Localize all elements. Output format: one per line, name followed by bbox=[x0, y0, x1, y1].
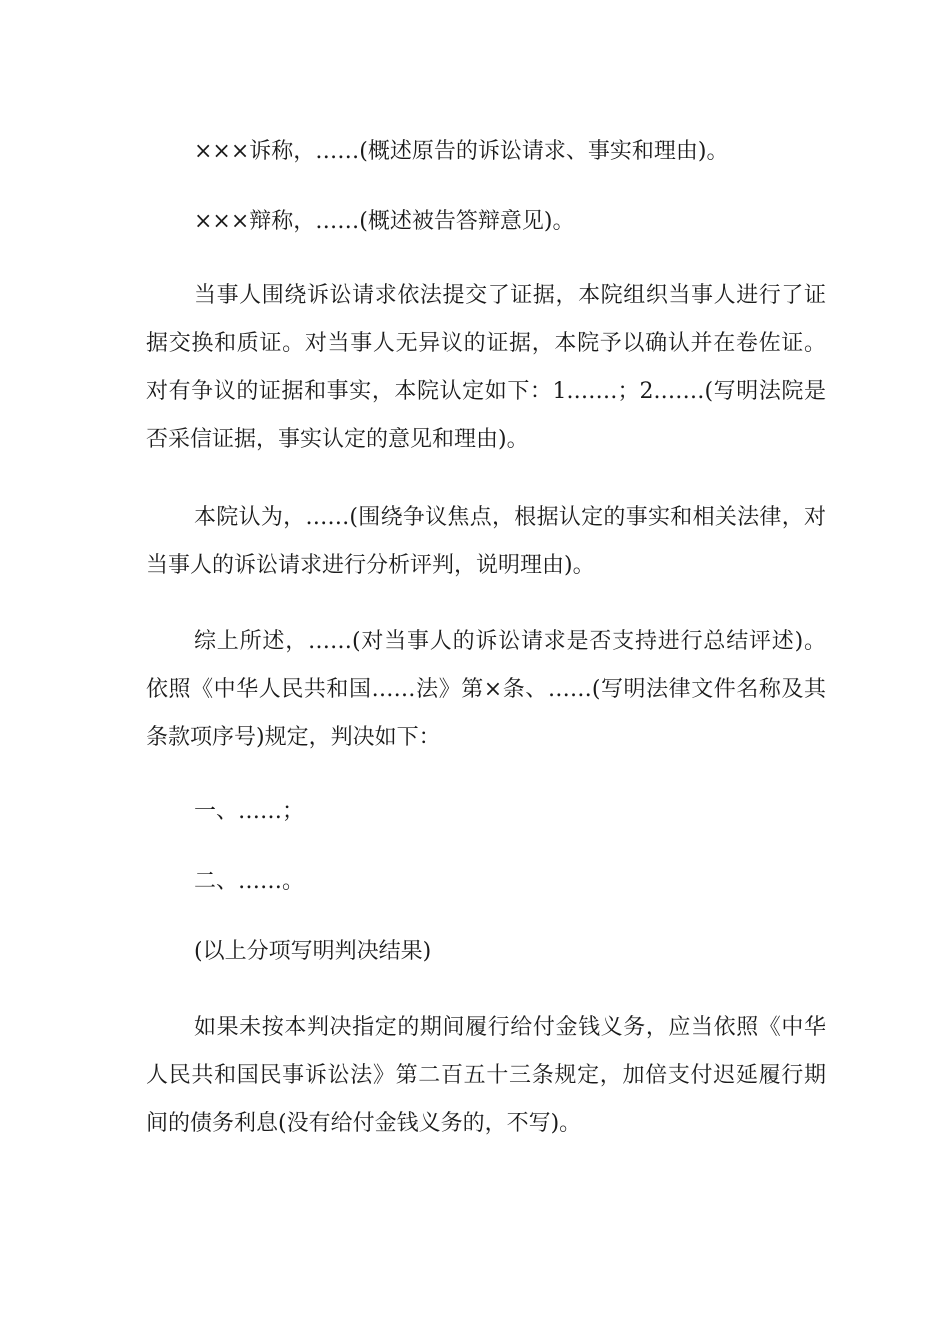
paragraph-summary: 综上所述，……(对当事人的诉讼请求是否支持进行总结评述)。依照《中华人民共和国……法》第×条、……(写明法律文件名称及其条款项序号)规定，判决如下： bbox=[146, 629, 826, 750]
paragraph-evidence: 当事人围绕诉讼请求依法提交了证据，本院组织当事人进行了证据交换和质证。对当事人无异议的证据，本院予以确认并在卷佐证。对有争议的证据和事实，本院认定如下：1.……；2.……(写明法院是否采信证据，事实认定的意见和理由)。 bbox=[146, 283, 826, 452]
paragraph-late-payment: 如果未按本判决指定的期间履行给付金钱义务，应当依照《中华人民共和国民事诉讼法》第二百五十三条规定，加倍支付迟延履行期间的债务利息(没有给付金钱义务的，不写)。 bbox=[146, 1015, 826, 1136]
paragraph-judgment-item-1: 一、……； bbox=[194, 799, 305, 824]
paragraph-defendant-reply: ×××辩称，……(概述被告答辩意见)。 bbox=[194, 209, 575, 234]
paragraph-court-opinion: 本院认为，……(围绕争议焦点，根据认定的事实和相关法律，对当事人的诉讼请求进行分析评判，说明理由)。 bbox=[146, 505, 826, 578]
paragraph-judgment-item-2: 二、……。 bbox=[194, 869, 305, 894]
paragraph-plaintiff-claim: ×××诉称，……(概述原告的诉讼请求、事实和理由)。 bbox=[194, 139, 729, 164]
paragraph-judgment-note: (以上分项写明判决结果) bbox=[194, 939, 432, 964]
